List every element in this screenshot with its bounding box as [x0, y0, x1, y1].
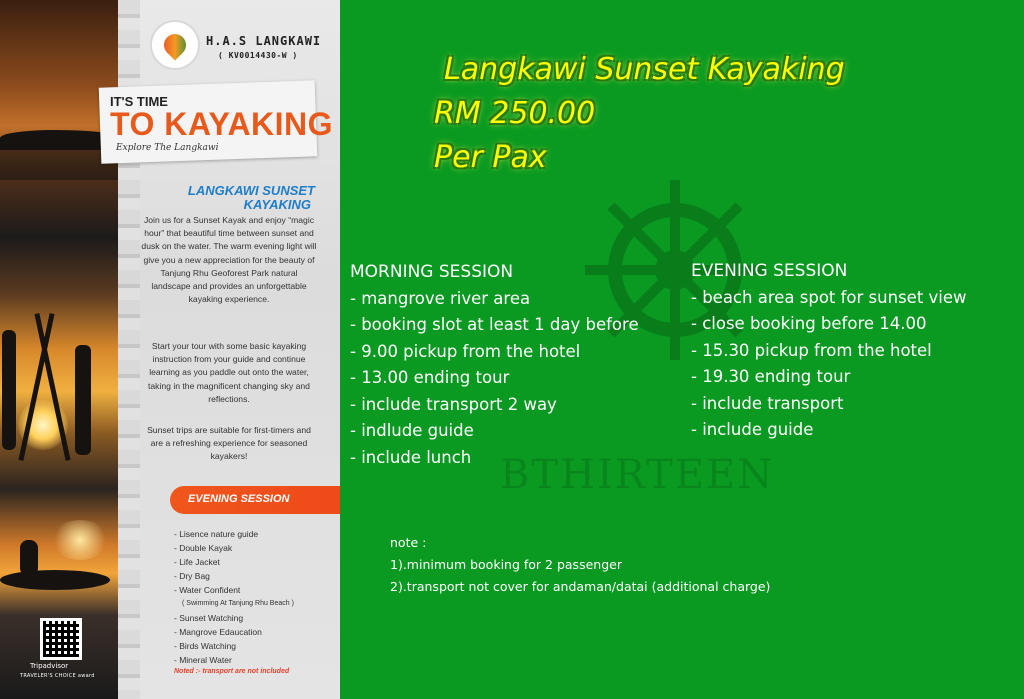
evening-session-list: [691, 258, 967, 444]
list-item: - 13.00 ending tour: [350, 368, 510, 387]
morning-session-heading: MORNING SESSION: [350, 262, 514, 282]
brand-name: H.A.S LANGKAWI: [206, 34, 322, 48]
page-title: Langkawi Sunset Kayaking: [444, 52, 845, 87]
list-item: - 9.00 pickup from the hotel: [350, 341, 581, 361]
list-item: - Life Jacket: [174, 557, 220, 567]
logo-icon: [159, 29, 190, 60]
list-item: - include guide: [691, 420, 814, 439]
flyer-paragraph: Sunset trips are suitable for first-timers and are a refreshing experience for seasoned kayakers!: [147, 425, 311, 462]
tripadvisor-label: Tripadvisor: [30, 662, 69, 670]
list-item: - Double Kayak: [174, 543, 233, 553]
kayaker-silhouette: [20, 540, 38, 576]
company-logo: [150, 20, 200, 70]
watermark-text: BTHIRTEEN: [500, 452, 775, 498]
list-item: - booking slot at least 1 day before: [350, 315, 639, 334]
list-item: - include lunch: [350, 447, 472, 467]
flyer-paragraph: Join us for a Sunset Kayak and enjoy “magic hour” that beautiful time between sunset and dusk on the water. The warm evening light will give you a new appreciation for the beauty of Tanjung Rhu Geoforest Park natural landscape and provides an unforgettable kayaking experience.: [141, 215, 317, 305]
person-silhouette: [75, 345, 91, 455]
note-block: [390, 532, 770, 598]
banner-tagline: Explore The Langkawi: [116, 143, 219, 153]
transport-note: Noted :- transport are not included: [174, 668, 290, 675]
person-silhouette: [2, 330, 16, 450]
list-item: - mangrove river area: [350, 288, 531, 308]
list-item: ( Swimming At Tanjung Rhu Beach ): [182, 600, 294, 607]
list-item: - Mineral Water: [174, 655, 232, 665]
list-item: - close booking before 14.00: [691, 314, 927, 333]
qr-code: [40, 618, 82, 660]
sunset-glow: [50, 520, 110, 560]
flyer-heading: [165, 184, 315, 212]
list-item: - Dry Bag: [174, 571, 210, 581]
morning-session-list: [350, 259, 639, 471]
evening-session-label: EVENING SESSION: [188, 493, 290, 505]
price: RM 250.00: [434, 96, 596, 131]
flyer-heading-line2: KAYAKING: [243, 197, 311, 212]
list-item: - Sunset Watching: [174, 613, 244, 623]
list-item: - 19.30 ending tour: [691, 367, 851, 386]
list-item: - include transport 2 way: [350, 394, 557, 414]
info-panel: [340, 0, 1024, 699]
price-unit: Per Pax: [434, 140, 547, 175]
banner-main-text: TO KAYAKING: [110, 106, 334, 142]
note-item: 2).transport not cover for andaman/datai (additional charge): [390, 579, 771, 594]
list-item: - 15.30 pickup from the hotel: [691, 340, 932, 360]
list-item: - include transport: [691, 393, 844, 413]
list-item: - Lisence nature guide: [174, 529, 259, 539]
note-heading: note :: [390, 535, 427, 550]
list-item: - Birds Watching: [174, 641, 237, 651]
list-item: - indlude guide: [350, 421, 474, 440]
flyer-paragraph: Start your tour with some basic kayaking instruction from your guide and continue learning as you paddle out onto the water, taking in the magnificent changing sky and reflections.: [148, 341, 310, 404]
list-item: - Mangrove Edaucation: [174, 627, 262, 637]
travelers-choice-label: TRAVELER'S CHOICE award: [20, 673, 95, 679]
list-item: - beach area spot for sunset view: [691, 287, 967, 307]
banner-top-text: IT'S TIME: [110, 94, 168, 109]
flyer-inclusions-list: [174, 527, 294, 667]
note-item: 1).minimum booking for 2 passenger: [390, 557, 622, 572]
list-item: - Water Confident: [174, 585, 241, 595]
kayak-silhouette: [0, 570, 110, 590]
flyer-heading-line1: LANGKAWI SUNSET: [187, 183, 315, 198]
registration-number: ( KV0014430-W ): [218, 51, 298, 60]
evening-session-heading: EVENING SESSION: [691, 261, 848, 281]
